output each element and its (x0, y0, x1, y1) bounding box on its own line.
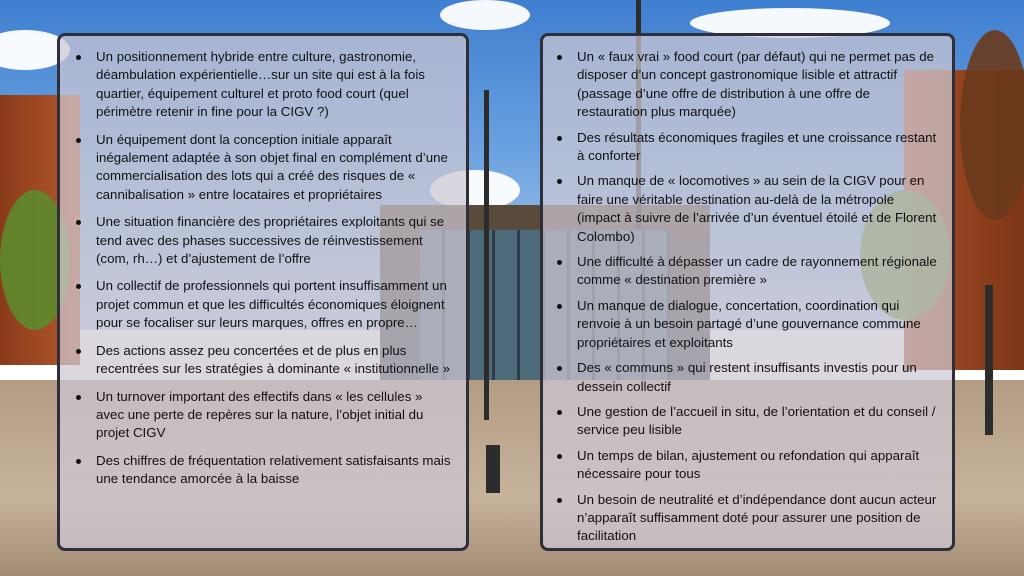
list-item: Un besoin de neutralité et d’indépendance dont aucun acteur n’apparaît suffisamment doté pour assurer une position de facilitation (555, 491, 938, 546)
list-item: Un turnover important des effectifs dans « les cellules » avec une perte de repères sur la nature, l’objet initial du projet CIGV (74, 388, 452, 443)
list-item: Des « communs » qui restent insuffisants investis pour un dessein collectif (555, 359, 938, 396)
bollard (486, 445, 500, 493)
list-item: Un manque de « locomotives » au sein de la CIGV pour en faire une véritable destination au-delà de la métropole (impact à suivre de l’arrivée d’un éventuel étoilé et de Florent Colombo) (555, 172, 938, 246)
left-panel (57, 33, 469, 551)
list-item: Un collectif de professionnels qui portent insuffisamment un projet commun et que les difficultés économiques éloignent pour se focaliser sur leurs marques, offres en propre… (74, 277, 452, 332)
left-bullet-list (74, 48, 452, 489)
cloud (440, 0, 530, 30)
lamp-pole (484, 90, 489, 420)
right-bullet-list (555, 48, 938, 546)
list-item: Des résultats économiques fragiles et une croissance restant à conforter (555, 129, 938, 166)
list-item: Un équipement dont la conception initiale apparaît inégalement adaptée à son objet final en complément d’une commercialisation des lots qui a créé des risques de « cannibalisation » entre locataires et propriétaires (74, 131, 452, 205)
list-item: Une gestion de l’accueil in situ, de l’orientation et du conseil / service peu lisible (555, 403, 938, 440)
list-item: Un positionnement hybride entre culture, gastronomie, déambulation expérientielle…sur un site qui est à la fois quartier, équipement culturel et proto food court (quel périmètre retenir in fine pour la CIGV ?) (74, 48, 452, 122)
tree (960, 30, 1024, 220)
post (985, 285, 993, 435)
list-item: Une situation financière des propriétaires exploitants qui se tend avec des phases successives de réinvestissement (com, rh…) et d’ajustement de l’offre (74, 213, 452, 268)
list-item: Une difficulté à dépasser un cadre de rayonnement régionale comme « destination première » (555, 253, 938, 290)
list-item: Un manque de dialogue, concertation, coordination qui renvoie à un besoin partagé d’une gouvernance commune propriétaires et exploitants (555, 297, 938, 352)
list-item: Des actions assez peu concertées et de plus en plus recentrées sur les stratégies à dominante « institutionnelle » (74, 342, 452, 379)
list-item: Des chiffres de fréquentation relativement satisfaisants mais une tendance amorcée à la baisse (74, 452, 452, 489)
list-item: Un temps de bilan, ajustement ou refondation qui apparaît nécessaire pour tous (555, 447, 938, 484)
right-panel (540, 33, 955, 551)
list-item: Un « faux vrai » food court (par défaut) qui ne permet pas de disposer d’un concept gastronomique lisible et attractif (passage d’une offre de distribution à une offre de restauration plus marquée) (555, 48, 938, 122)
